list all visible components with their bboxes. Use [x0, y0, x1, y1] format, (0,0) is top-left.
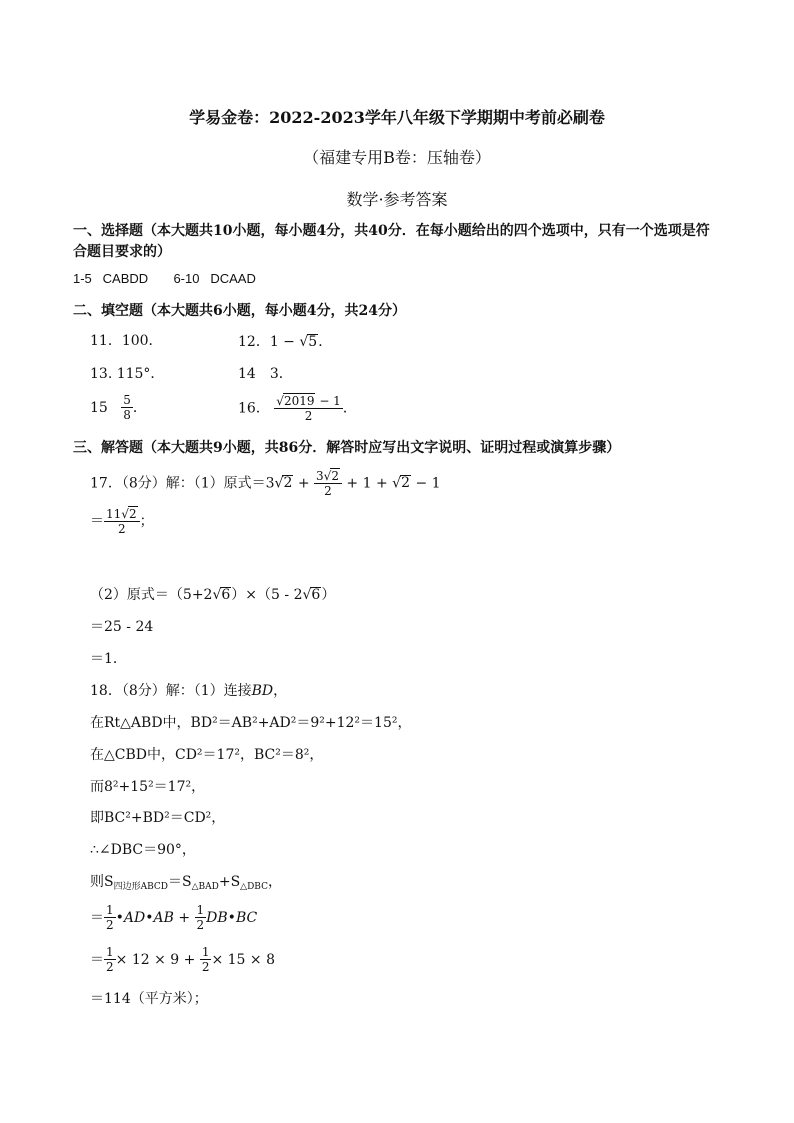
sqrt-icon: √ [323, 469, 332, 483]
section3-heading: 三、解答题（本大题共9小题，共86分．解答时应写出文字说明、证明过程或演算步骤） [73, 440, 621, 456]
answer-12-expr: 1 − [269, 334, 295, 350]
answer-12-post: ． [318, 334, 333, 350]
answer-16-num [274, 393, 343, 409]
q18-l7-pre: 则S [90, 874, 114, 890]
q17-l2-eq: ＝ [90, 513, 104, 530]
q18-l8-b: DB•BC [206, 909, 258, 926]
q18-l7-plus: +S [218, 874, 241, 890]
q17-tail: + 1 + [346, 475, 388, 492]
sqrt-icon: √ [121, 507, 129, 521]
answer-15-label: 15 [90, 399, 108, 416]
q18-line7 [90, 874, 282, 892]
range-1-5: 1-5 [73, 271, 92, 286]
answer-14: 14 3． [238, 366, 293, 382]
q17-radicand: 2 [401, 475, 410, 492]
half-den: 2 [196, 918, 205, 933]
q17-p2-end: ） [321, 587, 336, 603]
section1-heading-line2: 合题目要求的） [73, 244, 171, 260]
half-fraction [104, 903, 116, 933]
answer-16 [238, 393, 357, 424]
answer-16-post: ． [342, 400, 357, 417]
answers-1-5: CABDD [102, 271, 149, 286]
q17-l2-coef: 11 [106, 507, 122, 521]
q17-tail-end: − 1 [415, 475, 441, 492]
half-den: 2 [201, 960, 210, 975]
answer-15-den: 8 [123, 408, 131, 423]
q17-p2-pre: （2）原式＝（5+2 [90, 587, 213, 603]
half-den: 2 [106, 960, 114, 975]
sqrt-icon: √ [299, 334, 309, 350]
q18-l1-post: ， [273, 683, 288, 699]
q17-plus: + [297, 475, 310, 492]
q17-line2 [90, 506, 154, 537]
answer-16-label: 16． [238, 400, 270, 417]
q17-part2-line1 [90, 587, 335, 602]
q18-l7-mid: ＝S [167, 874, 192, 890]
q18-line3: 在△CBD中，CD²＝17²，BC²＝8²， [90, 747, 324, 763]
q18-line4: 而8²+15²＝17²， [90, 779, 206, 795]
q18-line1 [90, 684, 287, 698]
q18-l7-sub1: 四边形ABCD [113, 882, 168, 892]
answer-15-fraction [121, 393, 133, 423]
q18-line5: 即BC²+BD²＝CD²， [90, 810, 226, 826]
answer-12-label: 12． [238, 334, 270, 350]
q18-line10: ＝114（平方米）； [90, 991, 208, 1007]
half-den: 2 [106, 918, 114, 933]
half-num: 1 [106, 903, 114, 917]
answer-15-post: ． [132, 399, 147, 416]
answer-15 [90, 393, 147, 423]
range-6-10: 6-10 [173, 271, 200, 286]
q18-line6: ∴∠DBC＝90°， [90, 842, 196, 858]
q18-l8-a: •AD•AB + [115, 909, 191, 926]
answer-12 [238, 334, 332, 349]
section2-heading: 二、填空题（本大题共6小题，每小题4分，共24分） [73, 303, 406, 319]
document-subtitle: （福建专用B卷：压轴卷） [303, 148, 491, 167]
q17-l2-post: ； [139, 513, 154, 530]
q17-radicand: 2 [283, 475, 293, 492]
q18-l1-bd: BD [251, 683, 274, 699]
answer-16-fraction [274, 393, 343, 424]
q17-fraction-den: 2 [324, 484, 332, 499]
answer-16-radicand: 2019 [283, 394, 315, 408]
q17-radicand-6: 6 [311, 587, 321, 603]
sqrt-icon: √ [212, 587, 222, 603]
sqrt-icon: √ [274, 475, 284, 492]
q17-coef: 3 [316, 469, 324, 483]
q18-line9: ＝ $\frac{1}{2}$ × 12 × 9 + $\frac{1}{2}$ × 15 × 8 [90, 945, 275, 975]
half-num: 1 [106, 945, 114, 959]
q17-p2-mid: ）×（5 - 2 [231, 587, 303, 603]
q17-l2-fraction [104, 506, 140, 537]
q18-l7-sub3: △DBC [240, 882, 268, 892]
half-fraction [195, 903, 207, 933]
answer-16-num-tail: − 1 [319, 394, 341, 408]
q17-line1 [90, 468, 441, 499]
section1-heading-line1: 一、选择题（本大题共10小题，每小题4分，共40分．在每小题给出的四个选项中，只有一个选项是符 [73, 223, 710, 239]
sqrt-icon: √ [392, 475, 402, 492]
q18-line8: ＝ $\frac{1}{2}$ •AD•AB + $\frac{1}{2}$ DB•BC [90, 903, 258, 933]
q18-l7-sub2: △BAD [191, 882, 219, 892]
q17-intro: 17．（8分）解：（1）原式＝3 [90, 475, 275, 492]
subject-title: 数学·参考答案 [346, 190, 448, 209]
q18-line2: 在Rt△ABD中，BD²＝AB²+AD²＝9²+12²＝15²， [90, 715, 412, 731]
answers-6-10: DCAAD [210, 271, 256, 286]
q17-l2-num [104, 506, 140, 522]
q18-l7-post: ， [267, 874, 282, 890]
half-num: 1 [196, 903, 205, 917]
answer-13: 13. 115°． [90, 366, 165, 382]
q18-l9-b: × 15 × 8 [211, 951, 275, 968]
answer-11: 11．100． [90, 333, 163, 349]
q17-part2-line2: ＝25 - 24 [90, 619, 154, 635]
sqrt-icon: √ [302, 587, 312, 603]
q17-fraction-num [314, 468, 342, 484]
q17-part2-line3: ＝1． [90, 651, 127, 667]
half-fraction [104, 945, 116, 975]
answer-16-den: 2 [304, 409, 313, 424]
sqrt-icon: √ [276, 394, 284, 408]
q17-fraction [314, 468, 342, 499]
q17-radicand-6: 6 [221, 587, 231, 603]
q18-l1-pre: 18．（8分）解：（1）连接 [90, 683, 252, 699]
answer-12-radicand: 5 [308, 334, 318, 350]
half-fraction [200, 945, 212, 975]
q17-radicand: 2 [128, 507, 137, 521]
choice-answers [73, 272, 256, 285]
q17-l2-den: 2 [117, 522, 126, 537]
answer-15-num: 5 [123, 393, 131, 407]
q18-l9-a: × 12 × 9 + [115, 951, 196, 968]
half-num: 1 [201, 945, 210, 959]
document-title: 学易金卷：2022-2023学年八年级下学期期中考前必刷卷 [189, 108, 605, 127]
q17-radicand: 2 [331, 469, 339, 483]
